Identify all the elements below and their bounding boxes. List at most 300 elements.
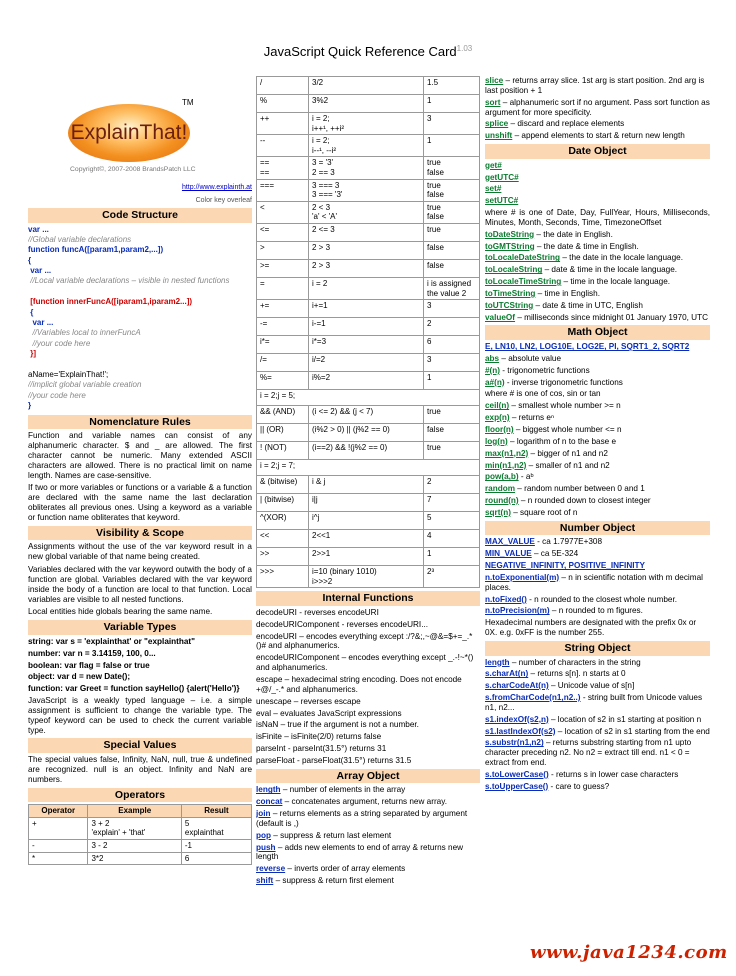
table-cell: (i <= 2) && (j < 7) xyxy=(309,406,424,424)
section-header: Date Object xyxy=(485,144,710,159)
table-row xyxy=(257,512,480,530)
method-desc: - string built from Unicode values n1, n2... xyxy=(485,693,703,712)
date-accessor[interactable]: getUTC# xyxy=(485,172,519,182)
code-line: var ... xyxy=(28,318,54,328)
column-header: Example xyxy=(88,805,181,818)
table-cell: && (AND) xyxy=(257,406,309,424)
method-link[interactable]: min(n1,n2) xyxy=(485,460,527,470)
table-cell: i is assigned the value 2 xyxy=(424,277,480,299)
method-entry xyxy=(485,693,710,713)
method-link[interactable]: length xyxy=(256,785,281,795)
method-entry xyxy=(485,484,710,494)
table-cell: true false xyxy=(424,157,480,179)
method-desc: – returns array slice. 1st arg is start position. 2nd arg is last position + 1 xyxy=(485,76,705,95)
table-cell: true xyxy=(424,442,480,460)
method-entry xyxy=(485,413,710,423)
table-cell: true xyxy=(424,223,480,241)
method-desc: – logarithm of n to the base e xyxy=(507,436,617,446)
array-methods-continued xyxy=(485,76,710,141)
method-link[interactable]: s1.lastIndexOf(s2) xyxy=(485,726,556,736)
table-cell: -1 xyxy=(181,839,251,852)
method-desc: – adds new elements to end of array & returns new length xyxy=(256,842,464,862)
method-link[interactable]: abs xyxy=(485,353,500,363)
method-desc: – append elements to start & return new length xyxy=(512,131,685,141)
code-line: function funcA([param1,param2,...]) xyxy=(28,245,164,255)
page-title: JavaScript Quick Reference Card$^{1.03}$ xyxy=(263,44,473,59)
table-cell: / xyxy=(257,77,309,95)
method-desc: – discard and replace elements xyxy=(508,119,625,129)
method-entry xyxy=(485,277,710,287)
code-line: //implicit global variable creation xyxy=(28,380,142,390)
method-desc: – the date in English. xyxy=(534,229,613,239)
function-entry: escape – hexadecimal string encoding. Does not encode +@/_-.* and alphanumerics. xyxy=(256,674,462,694)
method-desc: – random number between 0 and 1 xyxy=(515,484,645,494)
method-entry xyxy=(485,595,710,605)
method-desc: – alphanumeric sort if no argument. Pass sort function as argument for more specificity. xyxy=(485,97,710,117)
method-link[interactable]: s.charCodeAt(n) xyxy=(485,681,549,691)
section-header: String Object xyxy=(485,641,710,656)
table-cell: 3 = '3' 2 == 3 xyxy=(309,157,424,179)
method-entry xyxy=(485,389,710,399)
table-cell: 4 xyxy=(424,530,480,548)
method-desc: – Unicode value of s[n] xyxy=(548,681,635,691)
method-desc: – smallest whole number >= n xyxy=(509,401,621,411)
method-link[interactable]: push xyxy=(256,842,276,852)
method-entry xyxy=(485,738,710,768)
method-link[interactable]: pow(a,b) xyxy=(485,472,519,482)
method-entry xyxy=(485,508,710,518)
table-cell: i|j xyxy=(309,494,424,512)
table-cell: 7 xyxy=(424,494,480,512)
table-cell: 1 xyxy=(424,372,480,390)
date-accessor[interactable]: set# xyxy=(485,184,502,194)
method-link[interactable]: s.substr(n1,n2) xyxy=(485,738,544,748)
table-row xyxy=(257,179,480,201)
table-cell: >>> xyxy=(257,566,309,588)
color-key-note: Color key overleaf xyxy=(195,196,252,204)
column-2 xyxy=(256,76,480,888)
method-entry xyxy=(485,313,710,323)
code-line: //Variables local to innerFuncA xyxy=(28,328,141,338)
table-cell: == == xyxy=(257,157,309,179)
table-cell: 2 xyxy=(424,318,480,336)
method-link[interactable]: exp(n) xyxy=(485,413,510,423)
logo xyxy=(28,98,252,166)
code-line: }] xyxy=(28,349,37,359)
table-row xyxy=(257,530,480,548)
table-row xyxy=(257,157,480,179)
method-entry xyxy=(485,537,710,547)
table-row xyxy=(257,548,480,566)
table-cell: true xyxy=(424,406,480,424)
method-desc: – location of s2 in s1 starting at position n xyxy=(548,714,702,724)
method-entry xyxy=(485,770,710,780)
section-header: Array Object xyxy=(256,769,480,784)
table-row xyxy=(257,95,480,113)
table-cell: 1 xyxy=(424,95,480,113)
method-link[interactable]: #(n) xyxy=(485,365,501,375)
table-cell: true false xyxy=(424,201,480,223)
column-1 xyxy=(28,76,252,865)
table-cell: i = 2; i--¹, --i² xyxy=(309,135,424,157)
table-row xyxy=(257,259,480,277)
number-members-list xyxy=(485,537,710,616)
method-desc: – returns elements as a string separated by argument (default is ,) xyxy=(256,809,468,828)
code-line: [function innerFuncA([iparam1,iparam2...]) xyxy=(28,297,193,307)
method-entry xyxy=(485,472,710,482)
table-cell: 6 xyxy=(181,852,251,865)
table-row xyxy=(257,201,480,223)
paragraph: The special values false, Infinity, NaN, null, true & undefined are recognized. null is an object. Infinity and NaN are numbers. xyxy=(28,755,252,784)
table-cell: 6 xyxy=(424,336,480,354)
table-cell: 2<<1 xyxy=(309,530,424,548)
table-cell: 2³ xyxy=(424,566,480,588)
method-entry xyxy=(485,606,710,616)
function-entry: decodeURI - reverses encodeURI xyxy=(256,607,379,617)
table-cell: & (bitwise) xyxy=(257,476,309,494)
method-desc: – square root of n xyxy=(510,507,578,517)
table-cell: i*= xyxy=(257,336,309,354)
date-accessor[interactable]: setUTC# xyxy=(485,196,519,206)
method-entry xyxy=(256,809,480,829)
method-desc: – location of s2 in s1 starting from the end xyxy=(555,726,710,736)
method-link[interactable]: MIN_VALUE xyxy=(485,549,532,559)
table-cell: i*=3 xyxy=(309,336,424,354)
math-methods-list xyxy=(485,354,710,518)
variable-type-line: string: var s = 'explainthat' or "explainthat" xyxy=(28,636,196,646)
function-entry: decodeURIComponent - reverses encodeURI... xyxy=(256,619,429,629)
table-cell: i & j xyxy=(309,476,424,494)
table-cell: === xyxy=(257,179,309,201)
method-entry xyxy=(485,573,710,593)
table-cell: /= xyxy=(257,354,309,372)
method-link[interactable]: MAX_VALUE xyxy=(485,537,535,547)
table-cell: i+=1 xyxy=(309,300,424,318)
table-cell: 3 xyxy=(424,113,480,135)
method-link[interactable]: toLocaleDateString xyxy=(485,253,561,263)
method-link[interactable]: toUTCString xyxy=(485,300,534,310)
method-desc: – date & time in UTC, English xyxy=(533,300,643,310)
table-cell: >> xyxy=(257,548,309,566)
table-cell: 3 xyxy=(424,354,480,372)
table-cell: 5 xyxy=(424,512,480,530)
method-link[interactable]: sort xyxy=(485,97,501,107)
method-link[interactable]: log(n) xyxy=(485,436,508,446)
method-link[interactable]: sqrt(n) xyxy=(485,507,511,517)
method-entry xyxy=(485,253,710,263)
method-entry xyxy=(485,449,710,459)
table-row xyxy=(257,494,480,512)
table-cell: 3 + 2 'explain' + 'that' xyxy=(88,817,181,839)
method-link[interactable]: ceil(n) xyxy=(485,401,510,411)
method-desc: – number of characters in the string xyxy=(509,657,641,667)
logo-text: ExplainThat! xyxy=(70,121,188,144)
method-desc: – milliseconds since midnight 01 January 1970, UTC xyxy=(515,312,709,322)
method-link[interactable]: splice xyxy=(485,119,509,129)
paragraph: Local entities hide globals bearing the same name. xyxy=(28,607,213,617)
method-link[interactable]: n.toFixed() xyxy=(485,594,527,604)
column-header: Result xyxy=(181,805,251,818)
method-link[interactable]: floor(n) xyxy=(485,424,514,434)
column-header: Operator xyxy=(29,805,88,818)
watermark: www.java1234.com xyxy=(530,942,728,963)
method-desc: – time in English. xyxy=(535,288,600,298)
table-row xyxy=(257,135,480,157)
method-link[interactable]: slice xyxy=(485,76,504,85)
code-block xyxy=(28,225,252,412)
method-entry xyxy=(485,727,710,737)
table-cell: i-=1 xyxy=(309,318,424,336)
method-desc: – smaller of n1 and n2 xyxy=(526,460,610,470)
paragraph: If two or more variables or functions or a variable & a function are declared with the same name the last declaration obliterates all previous ones. Using a keyword as a variable or function name obliterates that keyword. xyxy=(28,483,252,522)
method-link[interactable]: toLocaleTimeString xyxy=(485,277,562,287)
table-cell: 2 > 3 xyxy=(309,259,424,277)
table-row xyxy=(29,817,252,839)
method-entry xyxy=(256,831,480,841)
method-entry xyxy=(485,289,710,299)
method-link[interactable]: reverse xyxy=(256,864,286,874)
method-link[interactable]: s.toUpperCase() xyxy=(485,781,549,791)
method-entry xyxy=(485,354,710,364)
method-desc: – suppress & return first element xyxy=(273,876,394,886)
paragraph: JavaScript is a weakly typed language – i.e. a simple assignment is sufficient to change the variable type. The typeof keyword can be used to check the current variable type. xyxy=(28,696,252,735)
number-note: Hexadecimal numbers are designated with the prefix 0x or 0X. e.g. 0xFF is the number 255. xyxy=(485,618,697,638)
table-row xyxy=(257,336,480,354)
method-entry xyxy=(485,561,710,571)
section-header: Code Structure xyxy=(28,208,252,223)
table-cell: || (OR) xyxy=(257,424,309,442)
method-link[interactable]: shift xyxy=(256,876,274,886)
logo-tm: TM xyxy=(182,98,194,107)
table-cell: 2 xyxy=(424,476,480,494)
table-cell: 1 xyxy=(424,135,480,157)
table-cell: ^(XOR) xyxy=(257,512,309,530)
method-link[interactable]: s.toLowerCase() xyxy=(485,769,549,779)
table-cell: 1.5 xyxy=(424,77,480,95)
method-link[interactable]: s.charAt(n) xyxy=(485,669,529,679)
method-entry xyxy=(485,496,710,506)
method-desc: – concatenates argument, returns new array. xyxy=(282,797,447,807)
table-cell: i%=2 xyxy=(309,372,424,390)
paragraph: Assignments without the use of the var keyword result in a new global variable of that name being created. xyxy=(28,542,252,562)
table-cell: << xyxy=(257,530,309,548)
method-desc: – bigger of n1 and n2 xyxy=(528,448,608,458)
table-cell: 1 xyxy=(424,548,480,566)
section-header: Number Object xyxy=(485,521,710,536)
variable-type-line: object: var d = new Date(); xyxy=(28,672,131,682)
method-link[interactable]: NEGATIVE_INFINITY, POSITIVE_INFINITY xyxy=(485,561,645,570)
method-link[interactable]: s.fromCharCode(n1,n2..) xyxy=(485,693,581,703)
method-desc: – n rounded down to closest integer xyxy=(518,496,651,506)
method-desc: - aᵇ xyxy=(518,472,534,482)
table-cell: > xyxy=(257,241,309,259)
code-line: //your code here xyxy=(28,338,91,348)
method-desc: - ca 1.7977E+308 xyxy=(534,537,603,547)
table-cell: -- xyxy=(257,135,309,157)
date-methods-list xyxy=(485,161,710,323)
array-methods-list xyxy=(256,785,480,886)
table-cell: false xyxy=(424,259,480,277)
method-link[interactable]: n.toExponential(m) xyxy=(485,572,560,582)
method-entry xyxy=(485,265,710,275)
code-line: { xyxy=(28,255,32,265)
string-methods-list xyxy=(485,658,710,792)
table-cell: 3 === 3 3 === '3' xyxy=(309,179,424,201)
method-entry xyxy=(485,401,710,411)
code-line: var ... xyxy=(28,224,49,234)
method-desc: where # is one of cos, sin or tan xyxy=(485,389,601,399)
method-link[interactable]: round(n) xyxy=(485,496,519,506)
table-row xyxy=(257,390,480,406)
site-link[interactable]: http://www.explainth.at xyxy=(181,184,252,192)
table-cell: + xyxy=(29,817,88,839)
method-entry xyxy=(485,461,710,471)
method-desc: - trigonometric functions xyxy=(500,365,590,375)
table-cell: 3*2 xyxy=(88,852,181,865)
table-row xyxy=(257,277,480,299)
version-label: 1.03 xyxy=(456,44,473,53)
method-desc: – returns substring starting from n1 upto character preceding n2. No n2 = extract till end. n1 < 0 = extract from end. xyxy=(485,738,692,768)
method-link[interactable]: pop xyxy=(256,830,272,840)
section-header: Variable Types xyxy=(28,620,252,635)
table-cell: <= xyxy=(257,223,309,241)
table-cell: 3%2 xyxy=(309,95,424,113)
table-cell: 2 > 3 xyxy=(309,241,424,259)
code-line: aName='ExplainThat!'; xyxy=(28,370,109,379)
table-row xyxy=(257,460,480,476)
section-header: Internal Functions xyxy=(256,591,480,606)
table-row xyxy=(257,566,480,588)
method-entry xyxy=(256,785,480,795)
code-line: } xyxy=(28,401,32,411)
math-constants[interactable]: E, LN10, LN2, LOG10E, LOG2E, PI, SQRT1_2, SQRT2 xyxy=(485,342,690,352)
method-link[interactable]: max(n1,n2) xyxy=(485,448,529,458)
table-cell: i/=2 xyxy=(309,354,424,372)
table-cell: i = 2 xyxy=(309,277,424,299)
table-cell: | (bitwise) xyxy=(257,494,309,512)
method-desc: – date & time in the locale language. xyxy=(542,265,678,275)
code-line: { xyxy=(28,307,34,317)
table-cell: ++ xyxy=(257,113,309,135)
method-desc: – time in the locale language. xyxy=(561,277,671,287)
table-cell: i = 2;j = 7; xyxy=(257,460,480,476)
method-desc: – n rounded to m figures. xyxy=(549,606,643,616)
table-cell: i=10 (binary 1010) i>>>2 xyxy=(309,566,424,588)
method-desc: – returns eⁿ xyxy=(509,413,554,423)
column-3 xyxy=(485,76,710,794)
method-entry xyxy=(485,681,710,691)
table-cell: += xyxy=(257,300,309,318)
table-row xyxy=(257,223,480,241)
internal-functions-list xyxy=(256,608,480,766)
method-link[interactable]: length xyxy=(485,657,510,667)
method-entry xyxy=(485,549,710,559)
function-entry: encodeURIComponent – encodes everything except _.-!~*() and alphanumerics. xyxy=(256,653,474,673)
table-row xyxy=(257,354,480,372)
method-entry xyxy=(485,378,710,388)
method-entry xyxy=(485,425,710,435)
method-entry xyxy=(485,242,710,252)
table-cell: 5 explainthat xyxy=(181,817,251,839)
method-link[interactable]: n.toPrecision(m) xyxy=(485,606,550,616)
table-cell: 3/2 xyxy=(309,77,424,95)
method-entry xyxy=(485,437,710,447)
method-link[interactable]: concat xyxy=(256,797,283,807)
method-link[interactable]: join xyxy=(256,809,271,818)
section-header: Math Object xyxy=(485,325,710,340)
table-row xyxy=(29,852,252,865)
method-entry xyxy=(256,864,480,874)
table-row xyxy=(257,442,480,460)
method-entry xyxy=(485,131,710,141)
method-link[interactable]: random xyxy=(485,484,516,494)
table-row xyxy=(257,300,480,318)
code-line: //Global variable declarations xyxy=(28,234,132,244)
table-cell: * xyxy=(29,852,88,865)
table-cell: = xyxy=(257,277,309,299)
table-cell: (i%2 > 0) || (j%2 == 0) xyxy=(309,424,424,442)
method-entry xyxy=(485,658,710,668)
method-link[interactable]: a#(n) xyxy=(485,377,505,387)
method-entry xyxy=(485,119,710,129)
function-entry: unescape – reverses escape xyxy=(256,696,361,706)
table-row xyxy=(257,77,480,95)
table-cell: (i==2) && !(j%2 == 0) xyxy=(309,442,424,460)
method-desc: - inverse trigonometric functions xyxy=(504,377,623,387)
paragraph: Function and variable names can consist of any alphanumeric character. $ and _ are allowed. The first character cannot be numeric. Many extended ASCII characters are allowed. There is no practical limit on name length. Names are case-sensitive. xyxy=(28,431,252,480)
function-entry: encodeURI – encodes everything except :/?&;,~@&=$+=_.*()# and alphanumerics. xyxy=(256,631,473,651)
table-cell: %= xyxy=(257,372,309,390)
method-entry xyxy=(485,782,710,792)
method-entry xyxy=(485,76,710,96)
method-link[interactable]: s1.indexOf(s2,n) xyxy=(485,714,549,724)
method-entry xyxy=(256,843,480,863)
table-cell: 2 <= 3 xyxy=(309,223,424,241)
table-cell: < xyxy=(257,201,309,223)
function-entry: isFinite – isFinite(2/0) returns false xyxy=(256,732,382,742)
variable-type-line: function: var Greet = function sayHello() {alert('Hello')} xyxy=(28,684,240,694)
code-line: //Local variable declarations – visible in nested functions xyxy=(28,276,230,286)
table-cell: 3 - 2 xyxy=(88,839,181,852)
method-desc: – the date & time in English. xyxy=(534,241,639,251)
table-cell: 3 xyxy=(424,300,480,318)
table-cell: % xyxy=(257,95,309,113)
section-header: Operators xyxy=(28,788,252,803)
method-link[interactable]: toLocaleString xyxy=(485,265,543,275)
date-note: where # is one of Date, Day, FullYear, Hours, Milliseconds, Minutes, Month, Seconds, Time, TimezoneOffset xyxy=(485,208,710,227)
table-row xyxy=(257,241,480,259)
method-link[interactable]: valueOf xyxy=(485,312,516,322)
table-row xyxy=(29,839,252,852)
method-entry xyxy=(256,797,480,807)
method-desc: – inverts order of array elements xyxy=(285,864,406,874)
section-header: Nomenclature Rules xyxy=(28,415,252,430)
method-entry xyxy=(485,301,710,311)
method-desc: – n in scientific notation with m decimal places. xyxy=(485,572,703,592)
table-row xyxy=(257,113,480,135)
table-cell: false xyxy=(424,424,480,442)
table-cell: ! (NOT) xyxy=(257,442,309,460)
method-link[interactable]: toTimeString xyxy=(485,288,536,298)
date-accessor[interactable]: get# xyxy=(485,160,502,170)
method-link[interactable]: toGMTString xyxy=(485,241,535,251)
table-cell: i = 2; i++¹, ++i² xyxy=(309,113,424,135)
method-link[interactable]: unshift xyxy=(485,131,513,141)
variable-type-line: number: var n = 3.14159, 100, 0... xyxy=(28,648,156,658)
method-link[interactable]: toDateString xyxy=(485,229,535,239)
method-desc: – absolute value xyxy=(499,353,562,363)
code-line xyxy=(28,287,252,297)
